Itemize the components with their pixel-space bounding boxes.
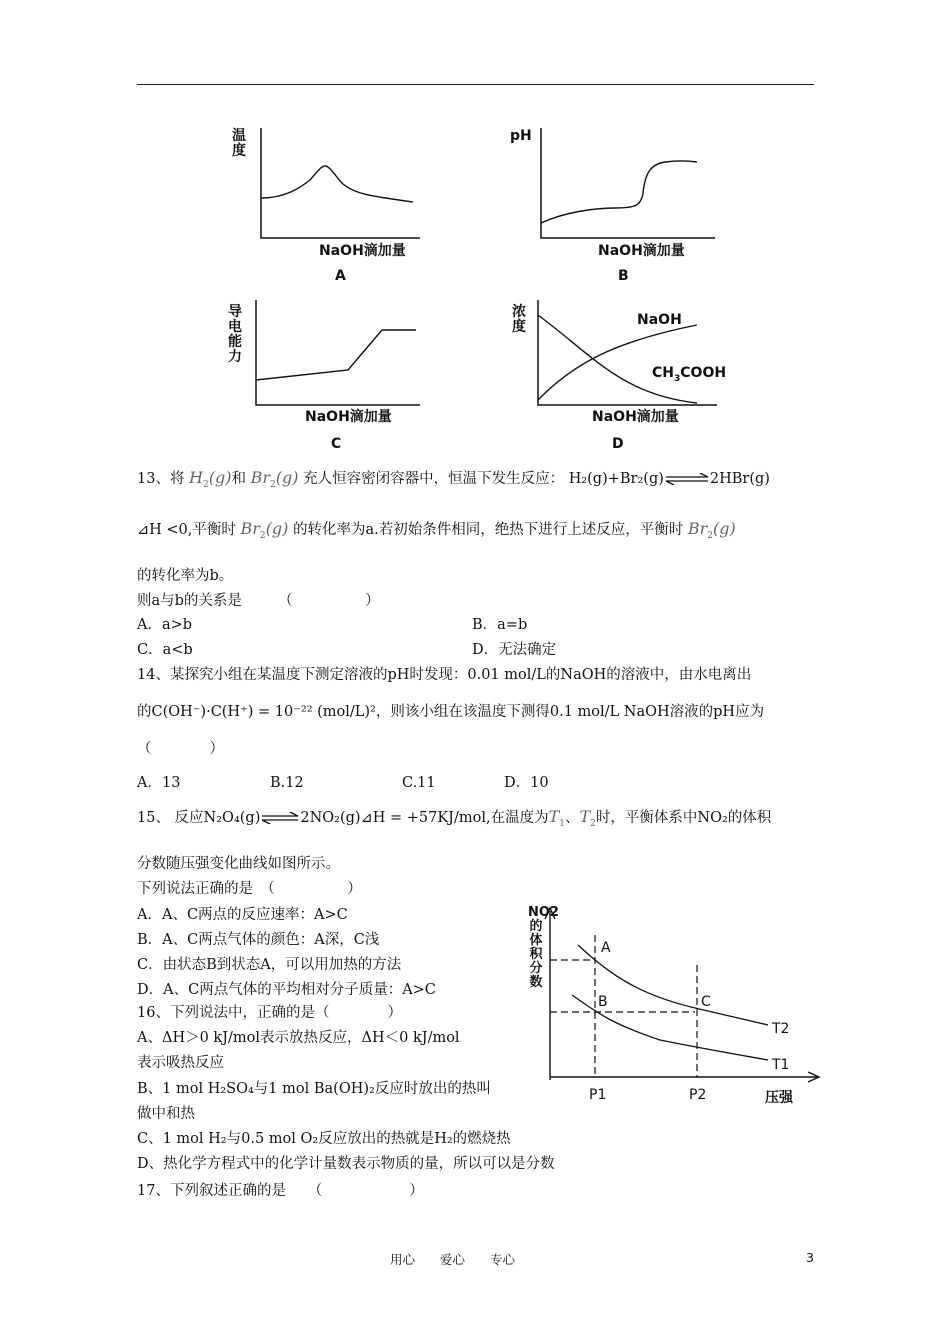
graph-c-ylabel: 导电能力 xyxy=(228,304,242,365)
graph-c-caption: C xyxy=(331,436,342,452)
graph15-label-p1: P1 xyxy=(589,1087,607,1103)
q13-line2: ⊿H <0,平衡时 $Br_2(g)$ 的转化率为a.若初始条件相同，绝热下进行上述反应，平衡时 $Br_2(g)$ xyxy=(137,519,736,542)
graph-c-axes xyxy=(256,300,420,405)
graph15-label-p2: P2 xyxy=(689,1087,707,1103)
graph-d-curve-naoh xyxy=(538,325,697,400)
graph-b-curve xyxy=(541,161,697,223)
graph15-point-a: A xyxy=(601,940,611,956)
q16-option-b-line1: B、1 mol H₂SO₄与1 mol Ba(OH)₂反应时放出的热叫 xyxy=(137,1081,491,1097)
graph-b-ylabel: pH xyxy=(510,128,532,144)
graph-c xyxy=(250,300,425,410)
graph15-curve-t2 xyxy=(578,945,768,1025)
graph15-x-axis xyxy=(550,1072,819,1082)
q17-stem: 17、下列叙述正确的是 （ ） xyxy=(137,1183,424,1199)
q13-line3: 的转化率为b。 xyxy=(137,568,234,584)
graph15-ylabel: 的体积分数 xyxy=(529,919,543,990)
graph-a-ylabel: 温度 xyxy=(232,128,246,159)
q13-line1: 13、将 $H_2(g)$和 $Br_2(g)$ 充人恒容密闭容器中，恒温下发生反应： H₂(g)+Br₂(g) 2HBr(g) xyxy=(137,468,770,491)
graph-b-xlabel: NaOH滴加量 xyxy=(598,243,685,259)
q16-option-c: C、1 mol H₂与0.5 mol O₂反应放出的热就是H₂的燃烧热 xyxy=(137,1131,511,1147)
graph-a-axes xyxy=(261,128,420,238)
graph-a xyxy=(255,128,425,243)
q15-option-a: A．A、C两点的反应速率：A>C xyxy=(137,907,348,923)
graph15-label-t2: T2 xyxy=(772,1021,790,1037)
q15-option-c: C．由状态B到状态A，可以用加热的方法 xyxy=(137,957,402,973)
q16-option-a-line2: 表示吸热反应 xyxy=(137,1055,224,1071)
footer-slogan: 用心 爱心 专心 xyxy=(390,1252,516,1267)
q14-line1: 14、某探究小组在某温度下测定溶液的pH时发现：0.01 mol/L的NaOH的溶液中，由水电离出 xyxy=(137,667,752,683)
graph15-xlabel: 压强 xyxy=(765,1090,793,1106)
graph-a-caption: A xyxy=(335,268,346,284)
graph-d-xlabel: NaOH滴加量 xyxy=(592,409,679,425)
q15-stem: 下列说法正确的是 （ ） xyxy=(137,881,362,897)
q13-option-b: B．a=b xyxy=(472,617,528,633)
q14-option-d: D．10 xyxy=(504,775,549,791)
page-number: 3 xyxy=(806,1250,814,1265)
q13-option-c: C．a<b xyxy=(137,642,193,658)
graph-d-caption: D xyxy=(612,436,624,452)
graph15-ylabel-top: NO2 xyxy=(528,905,559,920)
q16-option-d: D、热化学方程式中的化学计量数表示物质的量，所以可以是分数 xyxy=(137,1156,555,1172)
q13-option-a: A．a>b xyxy=(137,617,193,633)
graph-d xyxy=(532,300,722,410)
graph-d-axes xyxy=(538,300,717,405)
equilibrium-arrow xyxy=(664,473,710,485)
graph-d-label-ch3cooh: $CH_3COOH$ xyxy=(652,365,727,384)
q14-option-b: B.12 xyxy=(270,775,304,791)
q15-option-b: B．A、C两点气体的颜色：A深，C浅 xyxy=(137,932,380,948)
graph-b-axes xyxy=(541,128,715,238)
q14-line2: 的C(OH⁻)·C(H⁺) = 10⁻²² (mol/L)²，则该小组在该温度下测得0.1 mol/L NaOH溶液的pH应为 xyxy=(137,704,765,720)
graph15-y-axis xyxy=(545,908,555,1080)
graph-b xyxy=(535,128,720,243)
graph15-point-c: C xyxy=(701,994,711,1010)
graph-d-label-naoh: NaOH xyxy=(637,312,682,328)
q16-option-a-line1: A、ΔH＞0 kJ/mol表示放热反应，ΔH＜0 kJ/mol xyxy=(137,1030,460,1046)
q16-option-b-line2: 做中和热 xyxy=(137,1106,195,1122)
graph-b-caption: B xyxy=(618,268,629,284)
graph-c-curve xyxy=(256,330,416,380)
graph15-point-b: B xyxy=(598,994,608,1010)
q14-paren: （ ） xyxy=(137,741,224,757)
equilibrium-arrow-2 xyxy=(260,812,300,824)
q15-line1: 15、 反应N₂O₄(g) 2NO₂(g)⊿H = +57KJ/mol,在温度为$T_1$、$T_2$时，平衡体系中NO₂的体积 xyxy=(137,807,772,830)
q15-line2: 分数随压强变化曲线如图所示。 xyxy=(137,856,340,872)
graph-d-curve-ch3cooh xyxy=(538,315,697,403)
q13-stem: 则a与b的关系是 （ ） xyxy=(137,593,380,609)
graph-c-xlabel: NaOH滴加量 xyxy=(305,409,392,425)
graph-a-xlabel: NaOH滴加量 xyxy=(319,243,406,259)
graph15-label-t1: T1 xyxy=(772,1057,790,1073)
q14-option-c: C.11 xyxy=(402,775,436,791)
graph-a-curve xyxy=(261,166,413,202)
q15-option-d: D．A、C两点气体的平均相对分子质量：A>C xyxy=(137,982,436,998)
q13-option-d: D．无法确定 xyxy=(472,642,557,658)
q16-stem: 16、下列说法中，正确的是（ ） xyxy=(137,1005,402,1021)
q14-option-a: A．13 xyxy=(137,775,181,791)
graph-d-ylabel: 浓度 xyxy=(512,304,526,335)
header-rule xyxy=(137,84,814,85)
